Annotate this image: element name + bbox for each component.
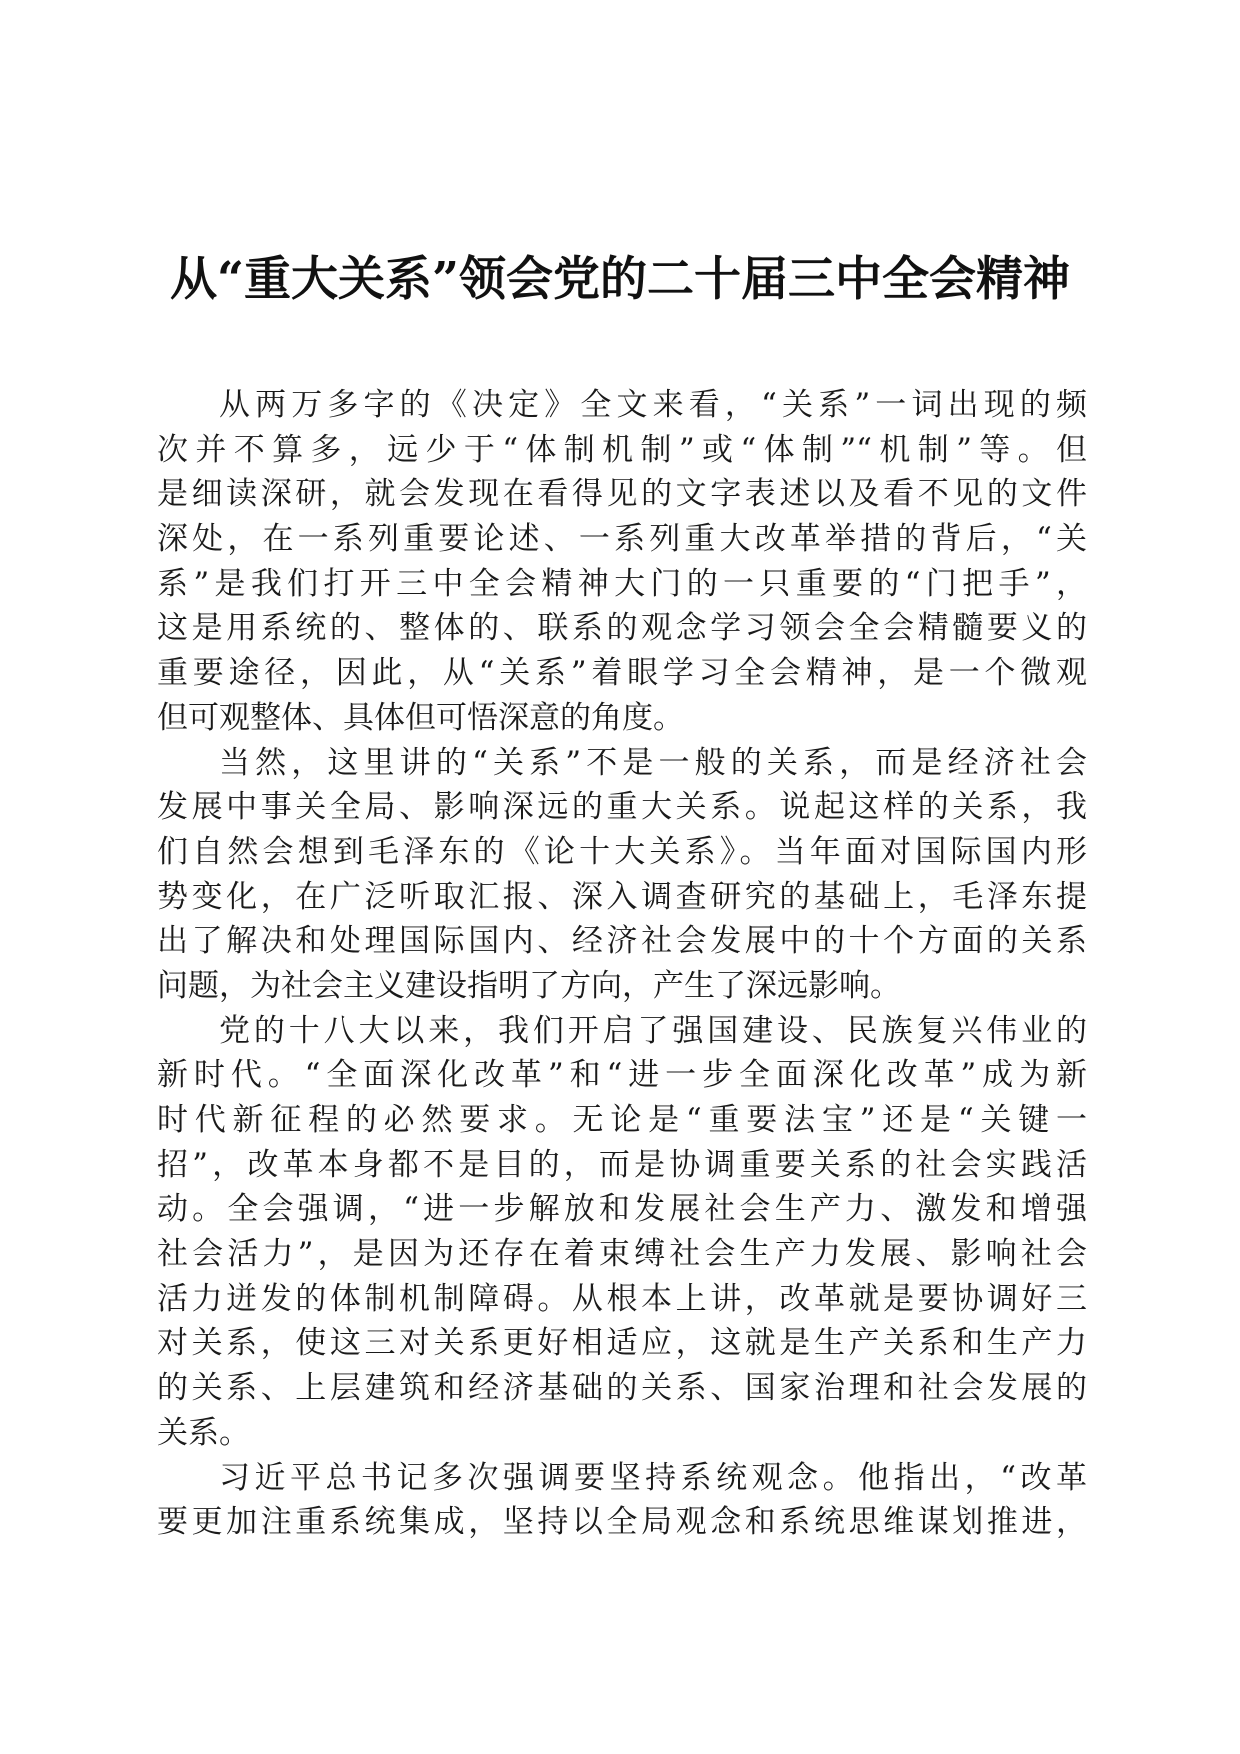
- text-line: 这是用系统的、整体的、联系的观念学习领会全会精髓要义的: [157, 610, 1087, 647]
- text-line: 但可观整体、具体但可悟深意的角度。: [157, 699, 684, 736]
- text-line: 新时代。“全面深化改革”和“进一步全面深化改革”成为新: [157, 1057, 1087, 1094]
- text-line: 社会活力”，是因为还存在着束缚社会生产力发展、影响社会: [157, 1236, 1087, 1273]
- text-line: 动。全会强调，“进一步解放和发展社会生产力、激发和增强: [157, 1191, 1087, 1228]
- text-line: 次并不算多，远少于“体制机制”或“体制”“机制”等。但: [157, 431, 1087, 468]
- paragraph-3: [157, 1009, 1087, 1456]
- text-line: 当然，这里讲的“关系”不是一般的关系，而是经济社会: [219, 744, 1087, 781]
- text-line: 的关系、上层建筑和经济基础的关系、国家治理和社会发展的: [157, 1370, 1087, 1407]
- paragraph-2: [157, 741, 1087, 1009]
- paragraph-1: [157, 383, 1087, 741]
- document-body: [157, 383, 1087, 1545]
- document-title: 从“重大关系”领会党的二十届三中全会精神: [169, 252, 1071, 307]
- text-line: 深处，在一系列重要论述、一系列重大改革举措的背后，“关: [157, 521, 1087, 558]
- text-line: 关系。: [157, 1414, 250, 1451]
- text-line: 时代新征程的必然要求。无论是“重要法宝”还是“关键一: [157, 1102, 1087, 1138]
- text-line: 发展中事关全局、影响深远的重大关系。说起这样的关系，我: [157, 789, 1087, 826]
- text-line: 势变化，在广泛听取汇报、深入调查研究的基础上，毛泽东提: [157, 878, 1087, 915]
- text-line: 要更加注重系统集成，坚持以全局观念和系统思维谋划推进，: [157, 1504, 1087, 1541]
- text-line: 招”，改革本身都不是目的，而是协调重要关系的社会实践活: [157, 1146, 1087, 1183]
- text-line: 出了解决和处理国际国内、经济社会发展中的十个方面的关系: [157, 923, 1087, 960]
- text-line: 是细读深研，就会发现在看得见的文字表述以及看不见的文件: [157, 476, 1087, 513]
- text-line: 重要途径，因此，从“关系”着眼学习全会精神，是一个微观: [157, 655, 1087, 692]
- paragraph-4: [157, 1456, 1087, 1545]
- text-line: 党的十八大以来，我们开启了强国建设、民族复兴伟业的: [219, 1012, 1087, 1049]
- text-line: 问题，为社会主义建设指明了方向，产生了深远影响。: [157, 967, 901, 1004]
- text-line: 们自然会想到毛泽东的《论十大关系》。当年面对国际国内形: [157, 833, 1087, 870]
- text-line: 活力迸发的体制机制障碍。从根本上讲，改革就是要协调好三: [157, 1280, 1087, 1317]
- text-line: 从两万多字的《决定》全文来看，“关系”一词出现的频: [219, 387, 1087, 423]
- text-line: 对关系，使这三对关系更好相适应，这就是生产关系和生产力: [157, 1325, 1087, 1362]
- text-line: 系”是我们打开三中全会精神大门的一只重要的“门把手”，: [157, 565, 1087, 602]
- text-line: 习近平总书记多次强调要坚持系统观念。他指出，“改革: [219, 1459, 1087, 1496]
